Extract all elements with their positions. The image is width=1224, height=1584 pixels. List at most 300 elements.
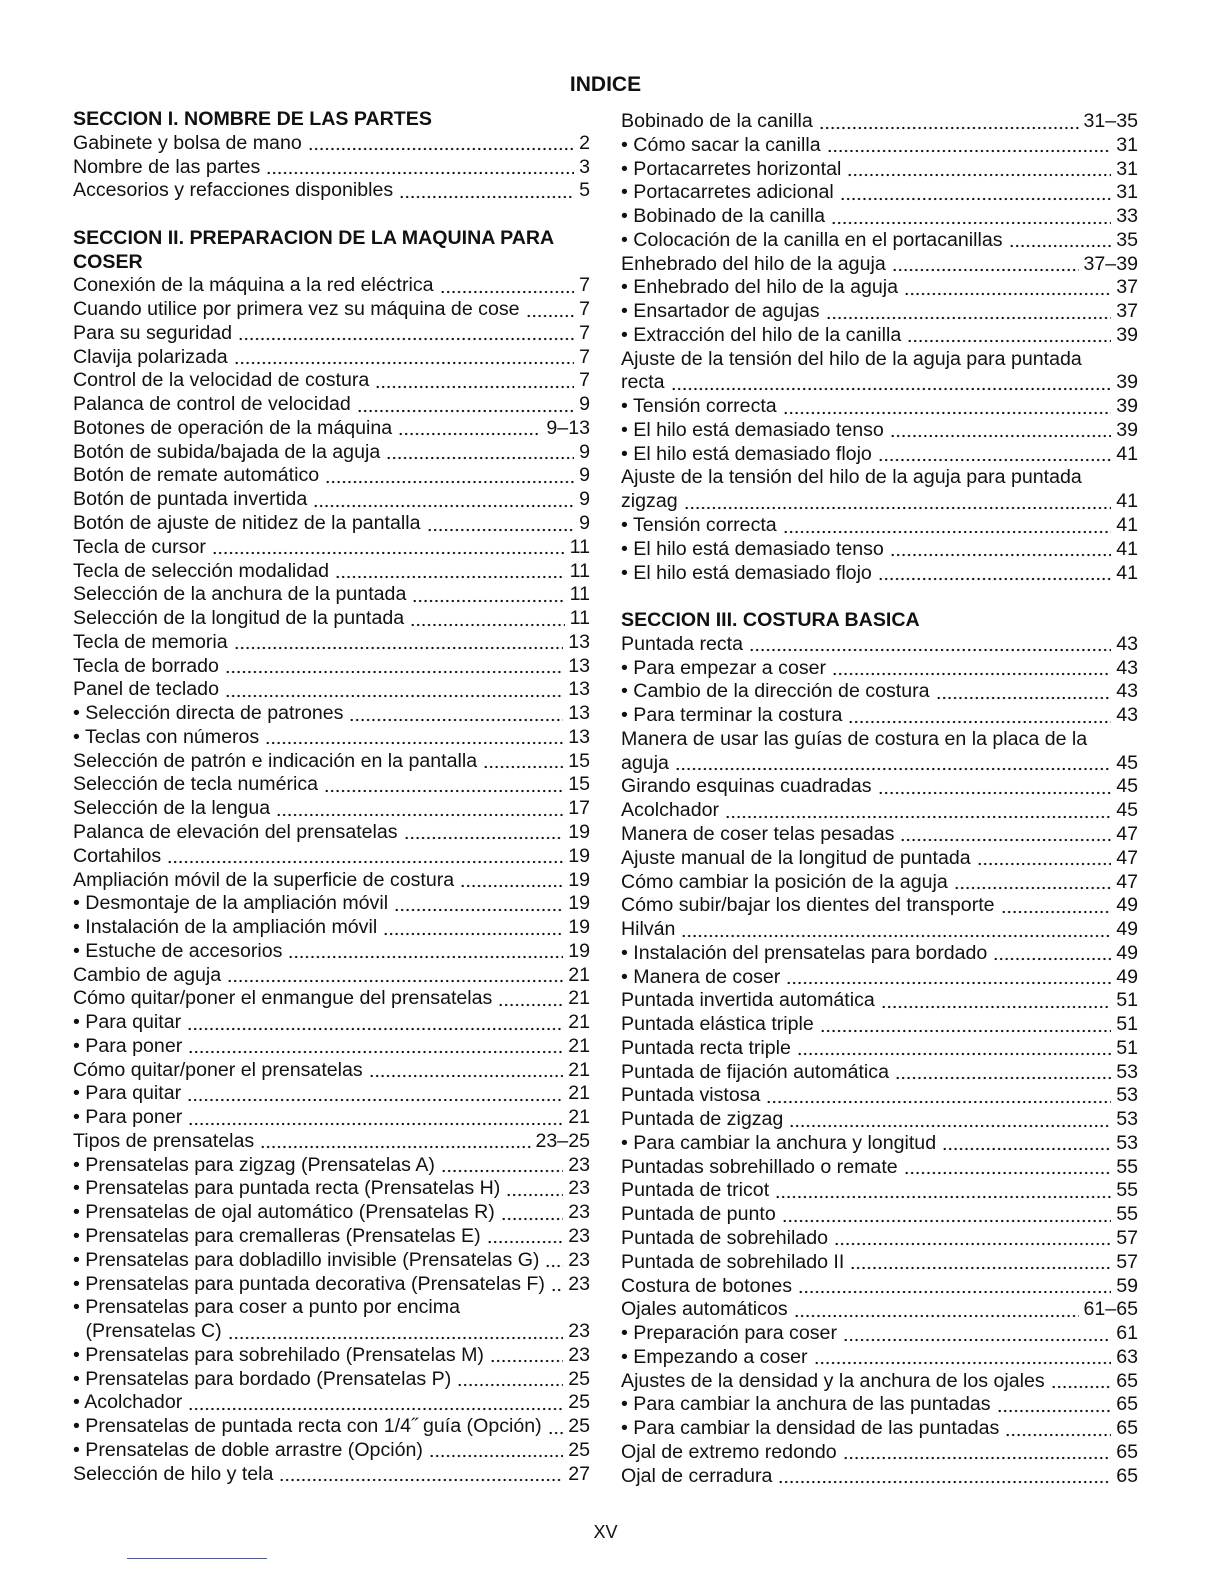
page-number: 23 [568,1153,590,1176]
entry-label: Palanca de elevación del prensatelas [73,820,398,843]
toc-line [621,110,1138,134]
entry-label: Cómo subir/bajar los dientes del transporte [621,894,995,917]
toc-line [621,966,1138,990]
toc-line [621,1322,1138,1346]
page-number: 65 [1116,1440,1138,1463]
dot-leader [398,417,541,441]
entry-label: • El hilo está demasiado tenso [621,418,884,441]
page-number: 13 [568,654,590,677]
page-number: 49 [1116,965,1138,988]
dot-leader [797,1037,1111,1061]
page-number: 31 [1116,133,1138,156]
toc-entry [621,1298,1138,1322]
entry-label: Cómo cambiar la posición de la aguja [621,870,948,893]
toc-line [621,348,1138,372]
entry-label: Accesorios y refacciones disponibles [73,179,394,202]
page-number: 9 [579,440,590,463]
dot-leader [375,369,574,393]
entry-label: • Desmontaje de la ampliación móvil [73,892,389,915]
section-heading-text: COSER [73,250,143,273]
toc-line [621,680,1138,704]
dot-leader [187,1011,563,1035]
entry-label: • Prensatelas de ojal automático (Prensatelas R) [73,1201,495,1224]
page-number: 9 [579,512,590,535]
toc-subentry [73,1439,590,1463]
dot-leader [819,110,1079,134]
toc-line [621,134,1138,158]
toc-entry [73,441,590,465]
toc-line [621,1061,1138,1085]
entry-label: • Prensatelas para dobladillo invisible (Prensatelas G) [73,1248,540,1271]
page-number: 49 [1116,941,1138,964]
page-number: 23 [568,1320,590,1343]
toc-entry [621,348,1138,396]
section-heading-text: SECCION II. PREPARACION DE LA MAQUINA PARA [73,226,555,249]
toc-entry [621,1108,1138,1132]
page-title: INDICE [569,73,642,96]
toc-line [621,1179,1138,1203]
page-number: 49 [1116,918,1138,941]
page-number: 63 [1116,1345,1138,1368]
entry-label: (Prensatelas C) [85,1320,222,1343]
toc-line [73,322,590,346]
toc-line [621,775,1138,799]
toc-subentry [73,1344,590,1368]
toc-entry [73,845,590,869]
toc-subentry [621,229,1138,253]
toc-subentry [621,1393,1138,1417]
toc-line [621,538,1138,562]
entry-label: recta [621,371,665,394]
entry-label: • Prensatelas para zigzag (Prensatelas A) [73,1153,435,1176]
entry-label: Botón de puntada invertida [73,488,308,511]
toc-line [73,1415,590,1439]
toc-line [73,512,590,536]
toc-entry [73,821,590,845]
toc-line [621,1346,1138,1370]
dot-leader [881,989,1111,1013]
page-number: 13 [568,702,590,725]
dot-leader [942,1132,1111,1156]
entry-label: Bobinado de la canilla [621,110,813,132]
entry-label: Tecla de borrado [73,654,219,677]
page-number: 21 [568,1011,590,1034]
page-number: 45 [1116,751,1138,774]
toc-subentry [73,702,590,726]
page-number: 65 [1116,1393,1138,1416]
toc-entry [73,797,590,821]
page-number: 7 [579,274,590,297]
dot-leader [506,1177,563,1201]
page-number: 57 [1116,1250,1138,1273]
toc-line [73,1249,590,1273]
dot-leader [369,1059,563,1083]
entry-label: Puntada de sobrehilado [621,1226,828,1249]
toc-line [621,276,1138,300]
dot-leader [936,680,1112,704]
blank-line [73,203,590,227]
dot-leader [487,1225,564,1249]
page-number: 65 [1116,1464,1138,1487]
entry-label: Control de la velocidad de costura [73,369,370,392]
toc-entry [73,1059,590,1083]
toc-entry [621,799,1138,823]
toc-line [621,728,1138,752]
toc-subentry [73,1368,590,1392]
toc-line [621,300,1138,324]
dot-leader [427,512,575,536]
page-number: 47 [1116,870,1138,893]
dot-leader [324,773,563,797]
page-number: 21 [568,1082,590,1105]
dot-leader [551,1273,563,1297]
page-number: 51 [1116,989,1138,1012]
dot-leader [840,181,1112,205]
entry-label: Ojal de cerradura [621,1464,773,1487]
dot-leader [313,488,574,512]
dot-leader [383,916,563,940]
toc-line [73,1011,590,1035]
page-number: 11 [569,607,590,630]
toc-subentry [621,419,1138,443]
page-number: 53 [1116,1108,1138,1131]
toc-line [621,1037,1138,1061]
toc-subentry [621,1132,1138,1156]
entry-label: Cambio de aguja [73,963,222,986]
dot-leader [725,799,1111,823]
page-number: 55 [1116,1203,1138,1226]
entry-label: • Acolchador [73,1391,183,1414]
dot-leader [848,704,1111,728]
dot-leader [832,657,1111,681]
page-number: 39 [1116,371,1138,394]
toc-line [73,773,590,797]
toc-entry [621,253,1138,277]
toc-line [621,1370,1138,1394]
toc-subentry [73,916,590,940]
toc-subentry [621,324,1138,348]
page-number: 13 [568,630,590,653]
toc-entry [621,1203,1138,1227]
toc-subentry [621,562,1138,586]
toc-line [73,274,590,298]
toc-line [73,1463,590,1487]
toc-subentry [73,1035,590,1059]
dot-leader [308,132,574,156]
dot-leader [238,322,574,346]
entry-label: Acolchador [621,799,720,822]
toc-entry [73,1130,590,1154]
toc-line [621,562,1138,586]
toc-subentry [621,680,1138,704]
toc-line [621,894,1138,918]
toc-entry [73,655,590,679]
dot-leader [977,847,1112,871]
entry-label: • Prensatelas para puntada recta (Prensatelas H) [73,1177,501,1200]
toc-line [73,1177,590,1201]
dot-leader [789,1108,1111,1132]
toc-entry [73,298,590,322]
page-number: 9–13 [546,416,590,439]
toc-subentry [73,1391,590,1415]
toc-line [621,1203,1138,1227]
section-heading [73,251,590,275]
toc-column-right [621,110,1138,1488]
toc-entry [621,1013,1138,1037]
entry-label: Puntada de sobrehilado II [621,1250,845,1273]
dot-leader [878,775,1112,799]
dot-leader [826,300,1112,324]
dot-leader [526,298,575,322]
toc-entry [73,488,590,512]
page-number: 23 [568,1272,590,1295]
dot-leader [404,821,564,845]
toc-subentry [621,158,1138,182]
entry-label: • Para quitar [73,1082,182,1105]
toc-subentry [73,1296,590,1344]
entry-label: Conexión de la máquina a la red eléctrica [73,274,434,297]
toc-line [73,916,590,940]
toc-entry [73,464,590,488]
dot-leader [349,702,563,726]
entry-label: Puntada recta triple [621,1036,791,1059]
page-number: 21 [568,987,590,1010]
page-number: 7 [579,345,590,368]
entry-label: Para su seguridad [73,321,233,344]
toc-line [73,393,590,417]
toc-subentry [73,1106,590,1130]
entry-label: • El hilo está demasiado flojo [621,442,872,465]
page-number: 19 [568,868,590,891]
dot-leader [188,1035,563,1059]
entry-label: Puntada de zigzag [621,1108,784,1131]
toc-entry [621,1061,1138,1085]
dot-leader [225,678,563,702]
toc-line [73,298,590,322]
entry-label: Tipos de prensatelas [73,1129,255,1152]
toc-entry [73,179,590,203]
dot-leader [234,346,574,370]
page-number: 41 [1116,514,1138,537]
toc-entry [621,823,1138,847]
page-number: 7 [579,298,590,321]
page-number: 45 [1116,775,1138,798]
toc-line [73,179,590,203]
dot-leader [498,987,563,1011]
entry-label: Cómo quitar/poner el prensatelas [73,1058,363,1081]
dot-leader [457,1368,563,1392]
page-number: 23 [568,1177,590,1200]
toc-subentry [621,942,1138,966]
entry-label: Girando esquinas cuadradas [621,775,872,798]
toc-line [73,702,590,726]
page-number: 17 [568,797,590,820]
dot-leader [187,1082,563,1106]
toc-line [73,583,590,607]
entry-label: • Instalación de la ampliación móvil [73,916,378,939]
dot-leader [783,514,1111,538]
entry-label: Botones de operación de la máquina [73,416,393,439]
dot-leader [325,464,574,488]
toc-entry [621,466,1138,514]
entry-label: Botón de ajuste de nitidez de la pantalla [73,512,421,535]
entry-label: • Para cambiar la anchura de las puntadas [621,1393,991,1416]
page-number: 11 [569,535,590,558]
page-number: 19 [568,892,590,915]
page-number: 2 [579,131,590,154]
page-number: 41 [1116,561,1138,584]
page-number: 49 [1116,894,1138,917]
toc-line [73,1344,590,1368]
toc-subentry [621,395,1138,419]
toc-entry [73,512,590,536]
dot-leader [890,538,1111,562]
toc-line [73,1082,590,1106]
dot-leader [276,797,563,821]
entry-label: • Tensión correcta [621,514,777,537]
section-heading [73,108,590,132]
page-number: 43 [1116,704,1138,727]
toc-entry [621,1251,1138,1275]
page-number: 35 [1116,228,1138,251]
entry-label: Puntada invertida automática [621,989,875,1012]
toc-line [621,1465,1138,1489]
toc-line [73,987,590,1011]
entry-label: Costura de botones [621,1274,793,1297]
toc-line [73,797,590,821]
toc-entry [73,274,590,298]
entry-label: Manera de coser telas pesadas [621,822,895,845]
page-number: 23 [568,1248,590,1271]
toc-subentry [73,1201,590,1225]
toc-line [73,678,590,702]
entry-label: aguja [621,751,669,774]
entry-label: • Para poner [73,1034,183,1057]
toc-line [621,371,1138,395]
dot-leader [228,1320,564,1344]
dot-leader [225,655,563,679]
toc-line [73,1368,590,1392]
toc-subentry [621,1346,1138,1370]
entry-label: Ampliación móvil de la superficie de costura [73,868,455,891]
toc-subentry [621,276,1138,300]
entry-label: • Empezando a coser [621,1345,808,1368]
page-number: 41 [1116,442,1138,465]
toc-column-left [73,108,590,1486]
dot-leader [441,1154,563,1178]
dot-leader [907,324,1111,348]
page-number: 47 [1116,846,1138,869]
dot-leader [1051,1370,1111,1394]
entry-label: Ajuste de la tensión del hilo de la aguja para puntada [621,347,1082,370]
entry-label: • Prensatelas para coser a punto por encima [73,1296,460,1319]
page-number: 65 [1116,1417,1138,1440]
toc-line [621,847,1138,871]
toc-line [621,752,1138,776]
page-number: 31–35 [1083,110,1138,132]
toc-line [621,633,1138,657]
page-number: 31 [1116,181,1138,204]
entry-label: Selección de hilo y tela [73,1462,274,1485]
dot-leader [997,1393,1112,1417]
toc-line [73,845,590,869]
toc-subentry [73,1249,590,1273]
page-number: 37 [1116,300,1138,323]
toc-entry [73,583,590,607]
toc-entry [621,1441,1138,1465]
dot-leader [878,443,1111,467]
dot-leader [501,1201,563,1225]
dot-leader [850,1251,1111,1275]
entry-label: • Prensatelas de puntada recta con 1/4˝ guía (Opción) [73,1415,542,1438]
toc-entry [621,847,1138,871]
toc-line [621,443,1138,467]
page-number: 7 [579,369,590,392]
toc-line [73,869,590,893]
dot-leader [357,393,574,417]
dot-leader [410,607,564,631]
section-heading [73,227,590,251]
dot-leader [681,918,1111,942]
page-number: 41 [1116,490,1138,513]
toc-entry [73,393,590,417]
toc-line [73,1225,590,1249]
entry-label: Puntadas sobrehillado o remate [621,1155,898,1178]
toc-subentry [73,1011,590,1035]
entry-label: • Para terminar la costura [621,704,843,727]
page-number: 11 [569,559,590,582]
dot-leader [548,1415,564,1439]
toc-line [621,1156,1138,1180]
toc-line [621,490,1138,514]
entry-label: Selección de patrón e indicación en la pantalla [73,749,478,772]
toc-entry [621,1037,1138,1061]
toc-line [621,918,1138,942]
dot-leader [335,560,565,584]
dot-leader [1005,1417,1111,1441]
page-number: 7 [579,321,590,344]
page-number: 53 [1116,1131,1138,1154]
toc-subentry [621,443,1138,467]
entry-label: • Prensatelas para sobrehilado (Prensatelas M) [73,1343,484,1366]
page-number: 21 [568,1106,590,1129]
page-number: 53 [1116,1060,1138,1083]
dot-leader [545,1249,563,1273]
entry-label: Enhebrado del hilo de la aguja [621,252,886,275]
dot-leader [993,942,1111,966]
toc-line [621,989,1138,1013]
toc-line [621,1298,1138,1322]
entry-label: • Para poner [73,1106,183,1129]
toc-subentry [73,1273,590,1297]
toc-line [73,464,590,488]
page-number: 21 [568,1034,590,1057]
dot-leader [782,1203,1111,1227]
entry-label: • Cambio de la dirección de costura [621,680,930,703]
dot-leader [394,892,563,916]
dot-leader [266,156,574,180]
dot-leader [167,845,563,869]
page-number: 9 [579,393,590,416]
toc-entry [621,110,1138,134]
entry-label: Panel de teclado [73,678,219,701]
section-heading-text: SECCION III. COSTURA BASICA [621,609,920,632]
dot-leader [827,134,1112,158]
toc-line [73,940,590,964]
toc-line [73,1439,590,1463]
page-number: 61 [1116,1322,1138,1345]
dot-leader [778,1465,1111,1489]
